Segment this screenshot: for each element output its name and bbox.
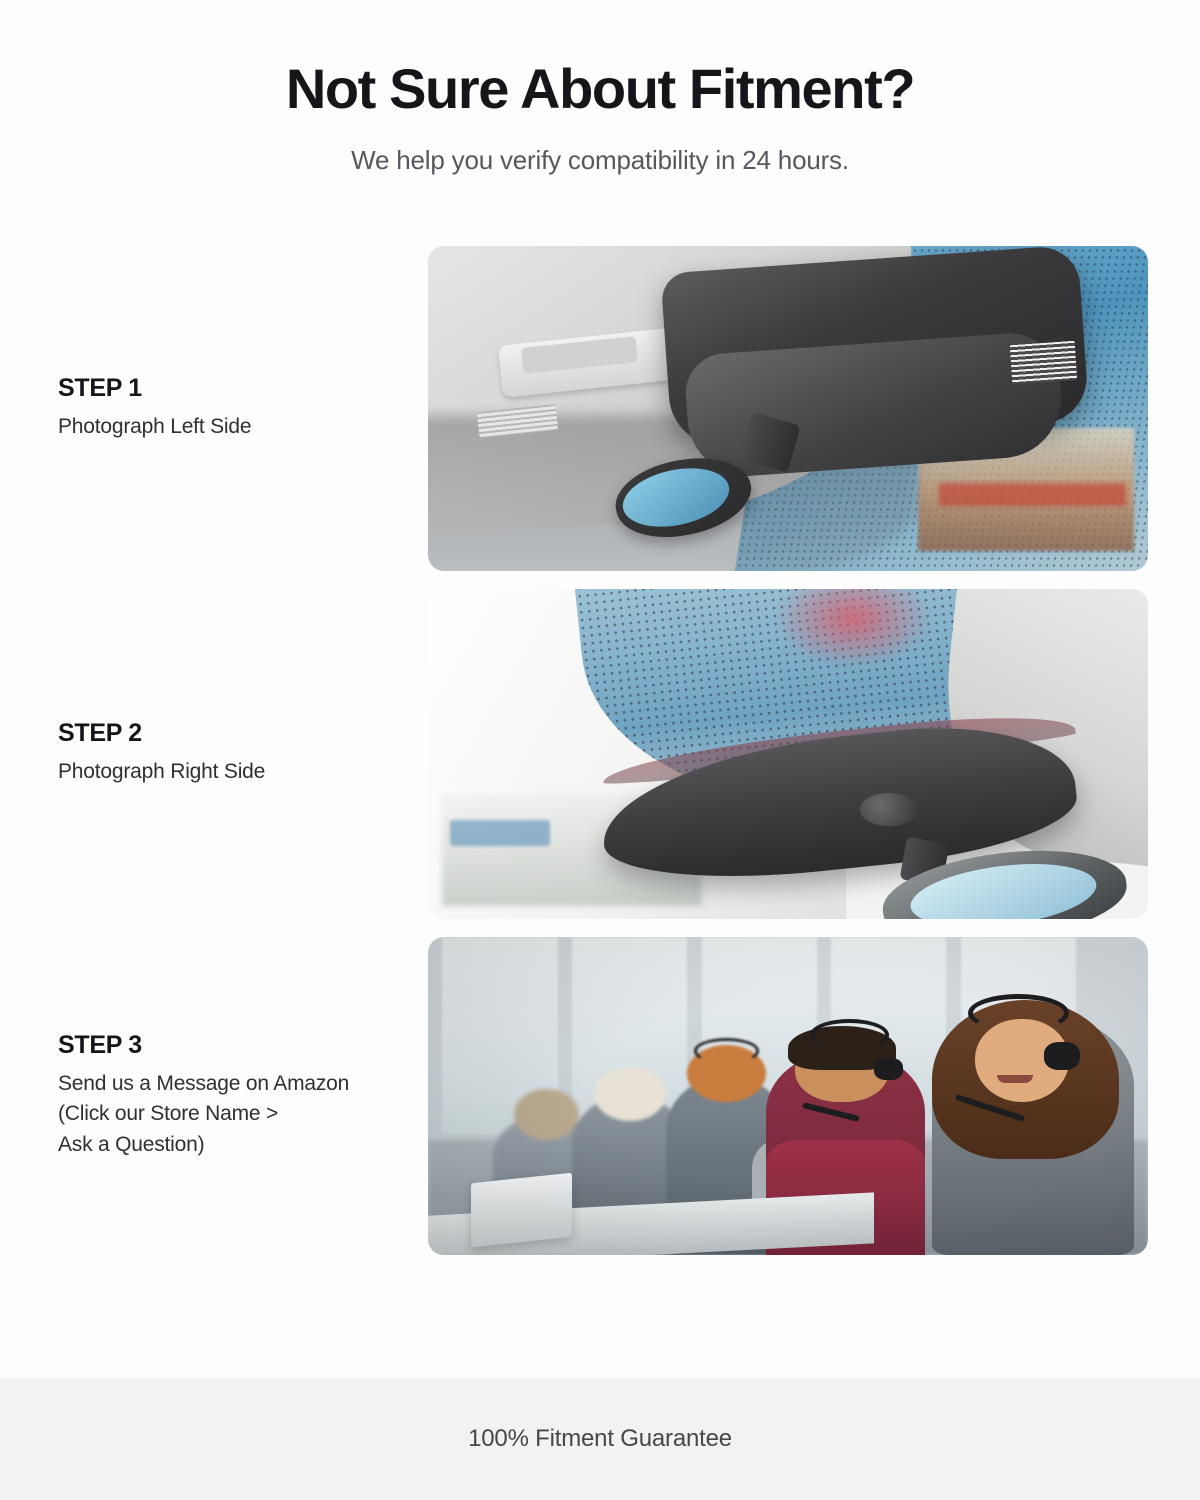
step-3-label: STEP 3	[58, 1030, 142, 1059]
background-red-stripe	[939, 483, 1126, 506]
step-3-line-1: Send us a Message on Amazon	[58, 1071, 350, 1095]
step-row-3	[0, 937, 1200, 1255]
step-row-2	[0, 589, 1200, 919]
windshield-left-illustration	[428, 246, 1148, 571]
guarantee-text: 100% Fitment Guarantee	[468, 1425, 732, 1452]
step-1-image	[428, 246, 1148, 571]
step-1-text	[58, 374, 428, 443]
windshield-right-illustration	[428, 589, 1148, 919]
steps-list	[0, 246, 1200, 1255]
step-1-description: Photograph Left Side	[58, 414, 252, 438]
page-title: Not Sure About Fitment?	[285, 57, 915, 120]
step-3-line-3: Ask a Question)	[58, 1133, 205, 1157]
background-warm-glow	[774, 589, 932, 668]
step-2-label: STEP 2	[58, 719, 142, 748]
camera-lens-bump	[860, 793, 918, 826]
image-vignette	[428, 937, 1148, 1255]
background-sign	[450, 820, 551, 846]
step-3-description	[58, 1069, 408, 1161]
housing-vent-icon	[1010, 341, 1077, 384]
step-2-description: Photograph Right Side	[58, 760, 266, 784]
step-2-text	[58, 719, 428, 788]
header	[0, 0, 1200, 176]
step-3-image	[428, 937, 1148, 1255]
step-3-text	[58, 1031, 428, 1161]
page-subtitle: We help you verify compatibility in 24 hours.	[351, 144, 849, 175]
step-row-1	[0, 246, 1200, 571]
call-center-illustration	[428, 937, 1148, 1255]
step-3-line-2: (Click our Store Name >	[58, 1102, 279, 1126]
footer-band	[0, 1378, 1200, 1500]
step-1-label: STEP 1	[58, 373, 142, 402]
step-2-image	[428, 589, 1148, 919]
